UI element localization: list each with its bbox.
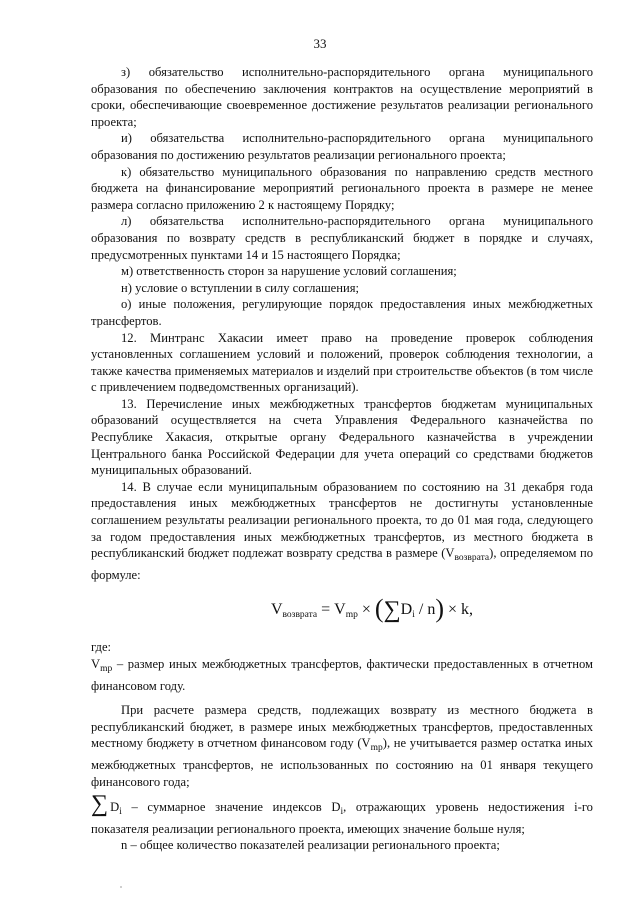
formula-d: D	[400, 601, 413, 619]
where-label: где:	[91, 640, 112, 655]
formula-open-paren: (	[374, 594, 384, 624]
scan-speck	[120, 886, 122, 888]
paragraph-calculation	[91, 702, 593, 790]
paragraph-calculation-text: При расчете размера средств, подлежащих возврату из местного бюджета в республиканский бюджет, в размере иных межбюджетных трансфертов, предоставленных местному бюджету в отчетном финансовом году (V	[91, 703, 593, 751]
paragraph-m: м) ответственность сторон за нарушение условий соглашения;	[121, 264, 457, 279]
formula-times-k: × k,	[444, 601, 474, 619]
paragraph-14-text: 14. В случае если муниципальным образованием по состоянию на 31 декабря года предоставления иных межбюджетных трансфертов не достигнуты установленные соглашением результаты реализации регионального проекта, то до 01 мая года, следующего за годом предоставления иных межбюджетных трансфертов, из местного бюджета в республиканский бюджет подлежат возврату средства в размере (V	[91, 479, 593, 561]
formula-v: V	[270, 601, 283, 619]
formula-equals: = V	[317, 601, 346, 619]
definition-vtr-subscript: mp	[100, 664, 113, 674]
definition-n: n – общее количество показателей реализации регионального проекта;	[121, 838, 500, 853]
definition-vtr-symbol: V	[91, 657, 101, 671]
paragraph-12: 12. Минтранс Хакасии имеет право на проведение проверок соблюдения установленных соглашением условий и положений, проверок соблюдения технологии, а также качества применяемых материалов и изделий при строительстве объектов (в том числе с привлечением подведомственных организаций).	[91, 330, 593, 395]
formula-times: ×	[357, 601, 375, 619]
formula-close-paren: )	[435, 594, 444, 624]
paragraph-i: и) обязательства исполнительно-распорядительного органа муниципального образования по достижению результатов реализации регионального проекта;	[91, 131, 593, 162]
formula-v-subscript: возврата	[282, 610, 318, 621]
return-formula	[151, 594, 593, 627]
paragraph-o: о) иные положения, регулирующие порядок предоставления иных межбюджетных трансфертов.	[91, 297, 593, 328]
formula-vtr-subscript: mp	[345, 610, 358, 621]
paragraph-14	[91, 479, 593, 584]
definition-sum-tail: , отражающих уровень недостижения i-го показателя реализации регионального проекта, имеющих значение больше нуля;	[91, 800, 593, 836]
definition-sum-text-subscript: i	[340, 807, 344, 818]
paragraph-14-tail: ), определяемом по формуле:	[91, 546, 594, 582]
paragraph-calculation-tail: ), не учитывается размер остатка иных межбюджетных трансфертов, не использованных по состоянию на 01 января текущего финансового года;	[91, 736, 594, 789]
formula-d-subscript: i	[412, 610, 415, 621]
formula-divide: / n	[414, 601, 436, 619]
page-number: 33	[313, 36, 327, 51]
paragraph-k: к) обязательство муниципального образования по направлению средств местного бюджета на финансирование мероприятий регионального проекта в размере не менее размера согласно приложению 2 к настоящему Порядку;	[91, 164, 593, 212]
paragraph-l: л) обязательства исполнительно-распорядительного органа муниципального образования по возврату средств в республиканский бюджет в порядке и случаях, предусмотренных пунктами 14 и 15 настоящего Порядка;	[91, 214, 593, 262]
definition-sum-d-subscript: i	[119, 807, 122, 818]
document-body	[91, 64, 593, 854]
definition-sum-text: – суммарное значение индексов D	[121, 800, 341, 815]
paragraph-z: з) обязательство исполнительно-распорядительного органа муниципального образования по обеспечению заключения контрактов на осуществление мероприятий в сроки, обеспечивающие своевременное достижение результатов реализации регионального проекта;	[91, 65, 593, 129]
formula-sum-symbol: ∑	[383, 597, 401, 624]
paragraph-n: н) условие о вступлении в силу соглашения;	[121, 280, 359, 295]
paragraph-calculation-subscript: mp	[370, 743, 383, 754]
definition-vtr	[91, 656, 593, 694]
paragraph-14-subscript: возврата	[454, 553, 490, 564]
definition-sum-d: D	[110, 800, 120, 815]
paragraph-13: 13. Перечисление иных межбюджетных трансфертов бюджетам муниципальных образований осуществляется на счета Управления Федерального казначейства по Республике Хакасия, открытые органу Федерального казначейства в учреждении Центрального банка Российской Федерации для учета операций со средствами бюджетов муниципальных образований.	[91, 396, 593, 478]
definition-sum-symbol: ∑	[91, 791, 109, 818]
definition-sum	[91, 791, 593, 837]
definition-vtr-text: – размер иных межбюджетных трансфертов, фактически предоставленных в отчетном финансовом году.	[91, 657, 593, 693]
